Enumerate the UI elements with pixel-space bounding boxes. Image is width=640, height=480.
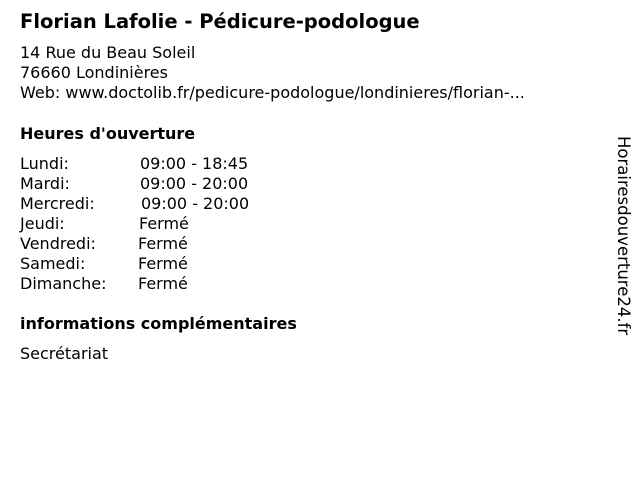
opening-hours-heading: Heures d'ouverture — [20, 124, 196, 143]
site-watermark: Horairesdouverture24.fr — [614, 136, 633, 336]
hours-row-wednesday — [20, 194, 340, 214]
day-label: Jeudi: — [20, 214, 65, 233]
hours-row-tuesday — [20, 174, 340, 194]
postal-city: 76660 Londinières — [20, 63, 168, 82]
day-label: Samedi: — [20, 254, 86, 273]
address-block — [20, 43, 525, 103]
additional-info-text: Secrétariat — [20, 344, 109, 363]
hours-value: 09:00 - 20:00 — [140, 174, 249, 193]
hours-row-saturday — [20, 254, 340, 274]
opening-hours-table — [20, 154, 340, 294]
hours-row-sunday — [20, 274, 340, 294]
day-label: Mercredi: — [20, 194, 95, 213]
website-text: Web: www.doctolib.fr/pedicure-podologue/londinieres/florian-... — [20, 83, 525, 102]
day-label: Lundi: — [20, 154, 69, 173]
hours-value: Fermé — [138, 254, 188, 273]
hours-value: Fermé — [138, 274, 188, 293]
hours-value: 09:00 - 20:00 — [141, 194, 250, 213]
hours-row-friday — [20, 234, 340, 254]
day-label: Dimanche: — [20, 274, 107, 293]
hours-value: Fermé — [139, 214, 189, 233]
hours-value: Fermé — [138, 234, 188, 253]
hours-row-thursday — [20, 214, 340, 234]
hours-value: 09:00 - 18:45 — [140, 154, 249, 173]
page-title: Florian Lafolie - Pédicure-podologue — [20, 10, 420, 33]
hours-row-monday — [20, 154, 340, 174]
street-address: 14 Rue du Beau Soleil — [20, 43, 196, 62]
day-label: Mardi: — [20, 174, 70, 193]
day-label: Vendredi: — [20, 234, 96, 253]
additional-info-heading: informations complémentaires — [20, 314, 297, 333]
